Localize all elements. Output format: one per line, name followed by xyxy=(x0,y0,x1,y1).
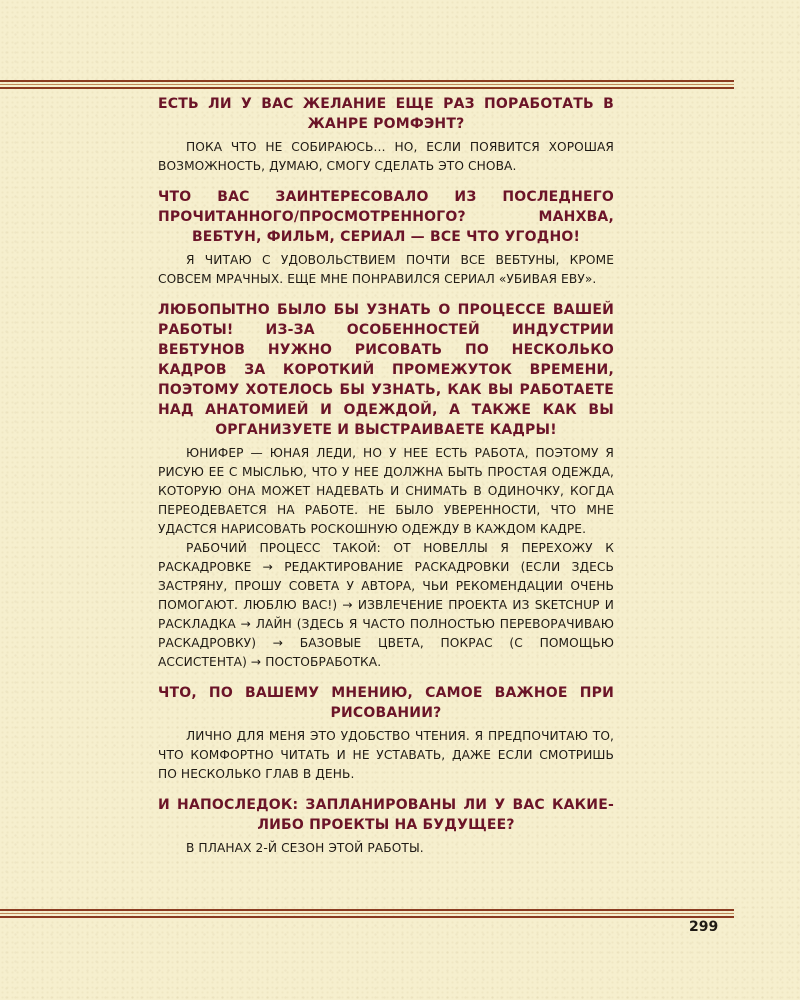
answer-4: ЛИЧНО ДЛЯ МЕНЯ ЭТО УДОБСТВО ЧТЕНИЯ. Я ПРЕДПОЧИТАЮ ТО, ЧТО КОМФОРТНО ЧИТАТЬ И НЕ УСТАВАТЬ, ДАЖЕ ЕСЛИ СМОТРИШЬ ПО НЕСКОЛЬКО ГЛАВ В ДЕНЬ. xyxy=(158,729,614,781)
bottom-divider xyxy=(0,909,734,918)
answer-2: Я ЧИТАЮ С УДОВОЛЬСТВИЕМ ПОЧТИ ВСЕ ВЕБТУНЫ, КРОМЕ СОВСЕМ МРАЧНЫХ. ЕЩЕ МНЕ ПОНРАВИЛСЯ СЕРИАЛ «УБИВАЯ ЕВУ». xyxy=(158,253,614,286)
page-number: 299 xyxy=(689,919,719,935)
top-divider xyxy=(0,80,734,89)
question-1: ЕСТЬ ЛИ У ВАС ЖЕЛАНИЕ ЕЩЕ РАЗ ПОРАБОТАТЬ В ЖАНРЕ РОМФЭНТ? xyxy=(158,96,614,132)
interview-text xyxy=(158,94,614,858)
answer-1: ПОКА ЧТО НЕ СОБИРАЮСЬ… НО, ЕСЛИ ПОЯВИТСЯ ХОРОШАЯ ВОЗМОЖНОСТЬ, ДУМАЮ, СМОГУ СДЕЛАТЬ ЭТО СНОВА. xyxy=(158,140,614,173)
question-2: ЧТО ВАС ЗАИНТЕРЕСОВАЛО ИЗ ПОСЛЕДНЕГО ПРОЧИТАННОГО/ПРОСМОТРЕННОГО? МАНХВА, ВЕБТУН, ФИЛЬМ, СЕРИАЛ — ВСЕ ЧТО УГОДНО! xyxy=(158,189,614,245)
question-4: ЧТО, ПО ВАШЕМУ МНЕНИЮ, САМОЕ ВАЖНОЕ ПРИ РИСОВАНИИ? xyxy=(158,685,614,721)
answer-5: В ПЛАНАХ 2-Й СЕЗОН ЭТОЙ РАБОТЫ. xyxy=(186,841,424,855)
answer-3-paragraph-1: ЮНИФЕР — ЮНАЯ ЛЕДИ, НО У НЕЕ ЕСТЬ РАБОТА, ПОЭТОМУ Я РИСУЮ ЕЕ С МЫСЛЬЮ, ЧТО У НЕЕ ДОЛЖНА БЫТЬ ПРОСТАЯ ОДЕЖДА, КОТОРУЮ ОНА МОЖЕТ НАДЕВАТЬ И СНИМАТЬ В ОДИНОЧКУ, КОГДА ПЕРЕОДЕВАЕТСЯ НА РАБОТЕ. НЕ БЫЛО УВЕРЕННОСТИ, ЧТО МНЕ УДАСТСЯ НАРИСОВАТЬ РОСКОШНУЮ ОДЕЖДУ В КАЖДОМ КАДРЕ. xyxy=(158,446,614,536)
answer-3-paragraph-2: РАБОЧИЙ ПРОЦЕСС ТАКОЙ: ОТ НОВЕЛЛЫ Я ПЕРЕХОЖУ К РАСКАДРОВКЕ → РЕДАКТИРОВАНИЕ РАСКАДРОВКИ (ЕСЛИ ЗДЕСЬ ЗАСТРЯНУ, ПРОШУ СОВЕТА У АВТОРА, ЧЬИ РЕКОМЕНДАЦИИ ОЧЕНЬ ПОМОГАЮТ. ЛЮБЛЮ ВАС!) → ИЗВЛЕЧЕНИЕ ПРОЕКТА ИЗ SKETCHUP И РАСКЛАДКА → ЛАЙН (ЗДЕСЬ Я ЧАСТО ПОЛНОСТЬЮ ПЕРЕВОРАЧИВАЮ РАСКАДРОВКУ) → БАЗОВЫЕ ЦВЕТА, ПОКРАС (С ПОМОЩЬЮ АССИСТЕНТА) → ПОСТОБРАБОТКА. xyxy=(158,541,614,669)
question-3: ЛЮБОПЫТНО БЫЛО БЫ УЗНАТЬ О ПРОЦЕССЕ ВАШЕЙ РАБОТЫ! ИЗ-ЗА ОСОБЕННОСТЕЙ ИНДУСТРИИ ВЕБТУНОВ НУЖНО РИСОВАТЬ ПО НЕСКОЛЬКО КАДРОВ ЗА КОРОТКИЙ ПРОМЕЖУТОК ВРЕМЕНИ, ПОЭТОМУ ХОТЕЛОСЬ БЫ УЗНАТЬ, КАК ВЫ РАБОТАЕТЕ НАД АНАТОМИЕЙ И ОДЕЖДОЙ, А ТАКЖЕ КАК ВЫ ОРГАНИЗУЕТЕ И ВЫСТРАИВАЕТЕ КАДРЫ! xyxy=(158,302,614,438)
question-5: И НАПОСЛЕДОК: ЗАПЛАНИРОВАНЫ ЛИ У ВАС КАКИЕ-ЛИБО ПРОЕКТЫ НА БУДУЩЕЕ? xyxy=(158,797,614,833)
